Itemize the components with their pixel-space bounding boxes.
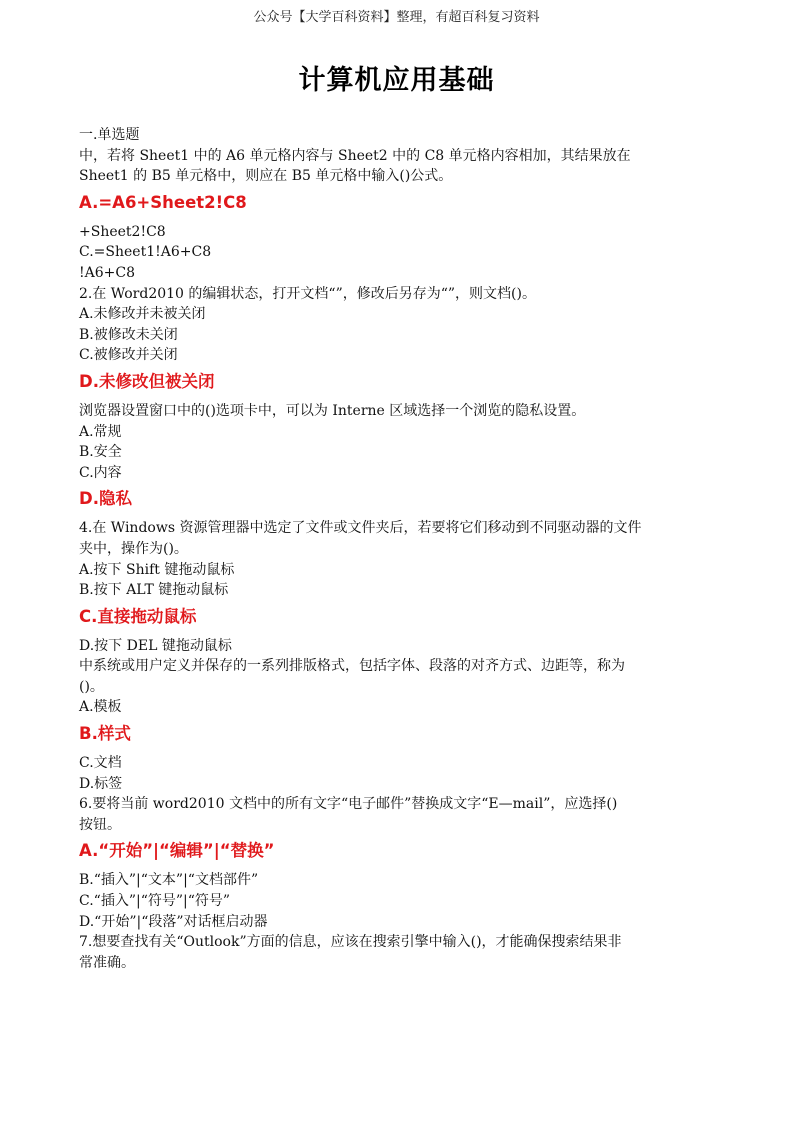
text-line: C.文档 [79,755,122,772]
text-line: 常准确。 [79,954,135,971]
text-line: D.按下 DEL 键拖动鼠标 [79,637,232,654]
text-line: A.未修改并未被关闭 [79,306,206,323]
text-line: 中，若将 Sheet1 中的 A6 单元格内容与 Sheet2 中的 C8 单元格内容相加，其结果放在 [79,147,631,164]
answer-line: C.直接拖动鼠标 [79,606,197,626]
text-line: 6.要将当前 word2010 文档中的所有文字“电子邮件”替换成文字“E—mail”，应选择() [79,796,618,813]
text-line: C.=Sheet1!A6+C8 [79,244,212,261]
answer-line: B.样式 [79,724,131,744]
answer-line: D.未修改但被关闭 [79,371,215,391]
text-line: 按钮。 [79,816,121,833]
text-line: B.安全 [79,444,122,461]
text-line: B.按下 ALT 键拖动鼠标 [79,582,229,599]
answer-line: A.“开始”|“编辑”|“替换” [79,841,275,861]
question-list [79,125,719,973]
text-line: 4.在 Windows 资源管理器中选定了文件或文件夹后，若要将它们移动到不同驱动器的文件 [79,520,642,537]
text-line: A.模板 [79,699,122,716]
text-line: D.“开始”|“段落”对话框启动器 [79,913,268,930]
text-line: 中系统或用户定义并保存的一系列排版格式，包括字体、段落的对齐方式、边距等，称为 [79,658,625,675]
text-line: C.内容 [79,464,122,481]
document-title: 计算机应用基础 [298,65,495,96]
text-line: ()。 [79,678,104,695]
text-line: C.“插入”|“符号”|“符号” [79,893,231,910]
header-note: 公众号【大学百科资料】整理，有超百科复习资料 [253,10,540,25]
text-line: A.按下 Shift 键拖动鼠标 [79,561,235,578]
text-line: D.标签 [79,775,123,792]
answer-line: D.隐私 [79,489,132,509]
text-line: 浏览器设置窗口中的()选项卡中，可以为 Interne 区域选择一个浏览的隐私设置。 [79,402,586,419]
text-line: A.常规 [79,423,122,440]
text-line: !A6+C8 [79,264,135,281]
text-line: Sheet1 的 B5 单元格中，则应在 B5 单元格中输入()公式。 [79,168,453,185]
text-line: 7.想要查找有关“Outlook”方面的信息，应该在搜索引擎中输入()，才能确保搜索结果非 [79,934,622,951]
text-line: B.被修改未关闭 [79,326,178,343]
text-line: B.“插入”|“文本”|“文档部件” [79,872,259,889]
text-line: 2.在 Word2010 的编辑状态，打开文档“”，修改后另存为“”，则文档()。 [79,285,536,302]
text-line: C.被修改并关闭 [79,347,178,364]
answer-line: A.=A6+Sheet2!C8 [79,192,247,212]
text-line: 夹中，操作为()。 [79,540,188,557]
text-line: 一.单选题 [79,127,140,143]
text-line: +Sheet2!C8 [79,223,166,240]
